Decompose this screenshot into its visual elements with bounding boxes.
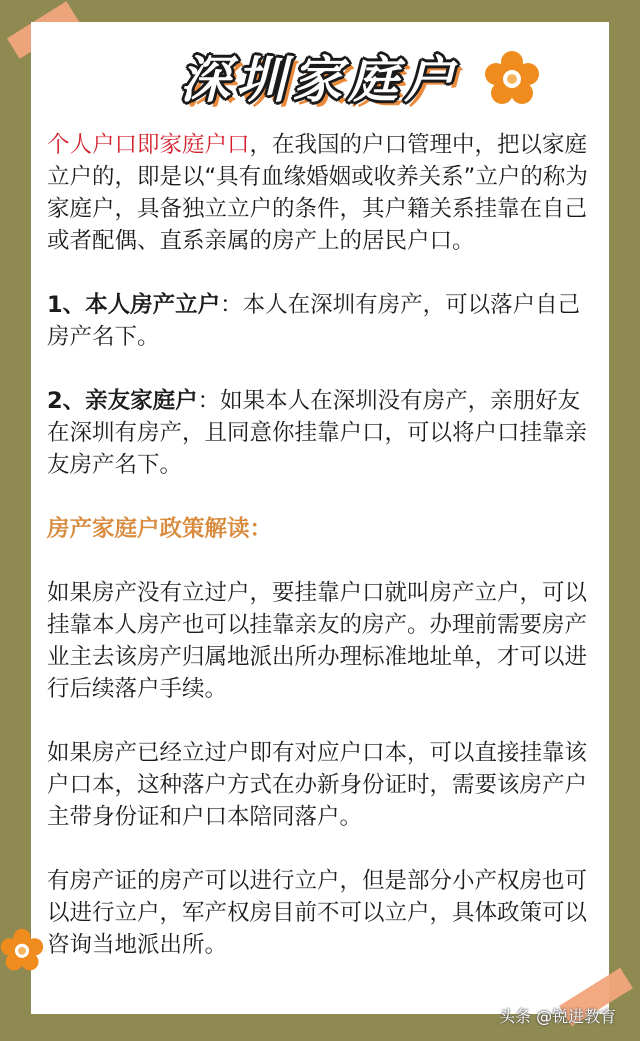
intro-highlight: 个人户口即家庭户口 bbox=[47, 132, 250, 158]
section-heading: 房产家庭户政策解读： bbox=[47, 516, 273, 542]
intro-text: ，在我国的户口管理中，把以家庭立户的，即是以“具有血缘婚姻或收养关系”立户的称为家庭户，具备独立立户的条件，其户籍关系挂靠在自己或者配偶、直系亲属的房产上的居民户口。 bbox=[47, 132, 588, 254]
item-1-label: 1、本人房产立户 bbox=[47, 292, 221, 318]
paragraph-3: 有房产证的房产可以进行立户，但是部分小产权房也可以进行立户，军产权房目前不可以立户，具体政策可以咨询当地派出所。 bbox=[47, 868, 588, 958]
intro-paragraph bbox=[47, 129, 599, 257]
item-1-text: ：本人在深圳有房产，可以落户自己房产名下。 bbox=[47, 292, 581, 350]
page-title: 深圳家庭户 bbox=[180, 50, 460, 109]
article-body bbox=[47, 129, 599, 961]
item-2-label: 2、亲友家庭户 bbox=[47, 388, 198, 414]
item-2 bbox=[47, 385, 599, 481]
paragraph-1: 如果房产没有立过户，要挂靠户口就叫房产立户，可以挂靠本人房产也可以挂靠亲友的房产。办理前需要房产业主去该房产归属地派出所办理标准地址单，才可以进行后续落户手续。 bbox=[47, 580, 588, 702]
flower-icon bbox=[484, 50, 540, 106]
flower-icon bbox=[0, 928, 44, 972]
watermark: 头条 @锐进教育 bbox=[499, 1007, 617, 1026]
item-1 bbox=[47, 289, 599, 353]
paragraph-2: 如果房产已经立过户即有对应户口本，可以直接挂靠该户口本，这种落户方式在办新身份证时，需要该房产户主带身份证和户口本陪同落户。 bbox=[47, 740, 588, 830]
item-2-text: ：如果本人在深圳没有房产，亲朋好友在深圳有房产，且同意你挂靠户口，可以将户口挂靠亲友房产名下。 bbox=[47, 388, 588, 478]
